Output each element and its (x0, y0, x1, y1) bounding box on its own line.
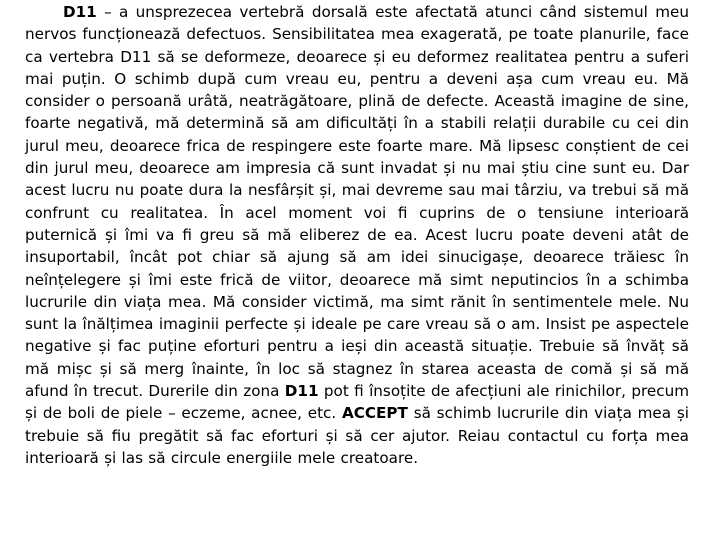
vertebra-term: D11 (284, 382, 319, 401)
accept-keyword: ACCEPT (342, 404, 408, 423)
paragraph-text-part-3: să schimb lucrurile din viața mea și trebuie să fiu pregătit să fac eforturi și să cer ajutor. Reiau contactul cu forța mea interioară și las să circule energiile mele creatoare. (25, 404, 689, 467)
paragraph-text-part-1: – a unsprezecea vertebră dorsală este afectată atunci când sistemul meu nervos funcționează defectuos. Sensibilitatea mea exagerată, pe toate planurile, face ca vertebra D11 să se deformeze, deoarece și eu deformez realitatea pentru a suferi mai puțin. O schimb după cum vreau eu, pentru a deveni așa cum vreau eu. Mă consider o persoană urâtă, neatrăgătoare, plină de defecte. Această imagine de sine, foarte negativă, mă determină să am dificultăți în a stabili relații durabile cu cei din jurul meu, deoarece frica de respingere este foarte mare. Mă lipsesc conștient de cei din jurul meu, deoarece am impresia că sunt invadat și nu mai știu cine sunt eu. Dar acest lucru nu poate dura la nesfârșit și, mai devreme sau mai târziu, va trebui să mă confrunt cu realitatea. În acel moment voi fi cuprins de o tensiune interioară puternică și îmi va fi greu să mă eliberez de ea. Acest lucru poate deveni atât de insuportabil, încât pot chiar să ajung să am idei sinucigașe, deoarece trăiesc în neînțelegere și îmi este frică de viitor, deoarece mă simt neputincios în a schimba lucrurile din viața mea. Mă consider victimă, ma simt rănit în sentimentele mele. Nu sunt la înălțimea imaginii perfecte și ideale pe care vreau să o am. Insist pe aspectele negative și fac puține eforturi pentru a ieși din această situație. Trebuie să învăț să mă mișc și să merg înainte, în loc să stagnez în starea aceasta de comă și să mă afund în trecut. Durerile din zona (25, 3, 689, 401)
body-paragraph (25, 0, 689, 469)
vertebra-term: D11 (63, 3, 97, 21)
paragraph-text-part-2: pot fi însoțite de afecțiuni ale rinichilor, precum și de boli de piele – eczeme, acnee, etc. (25, 382, 689, 423)
